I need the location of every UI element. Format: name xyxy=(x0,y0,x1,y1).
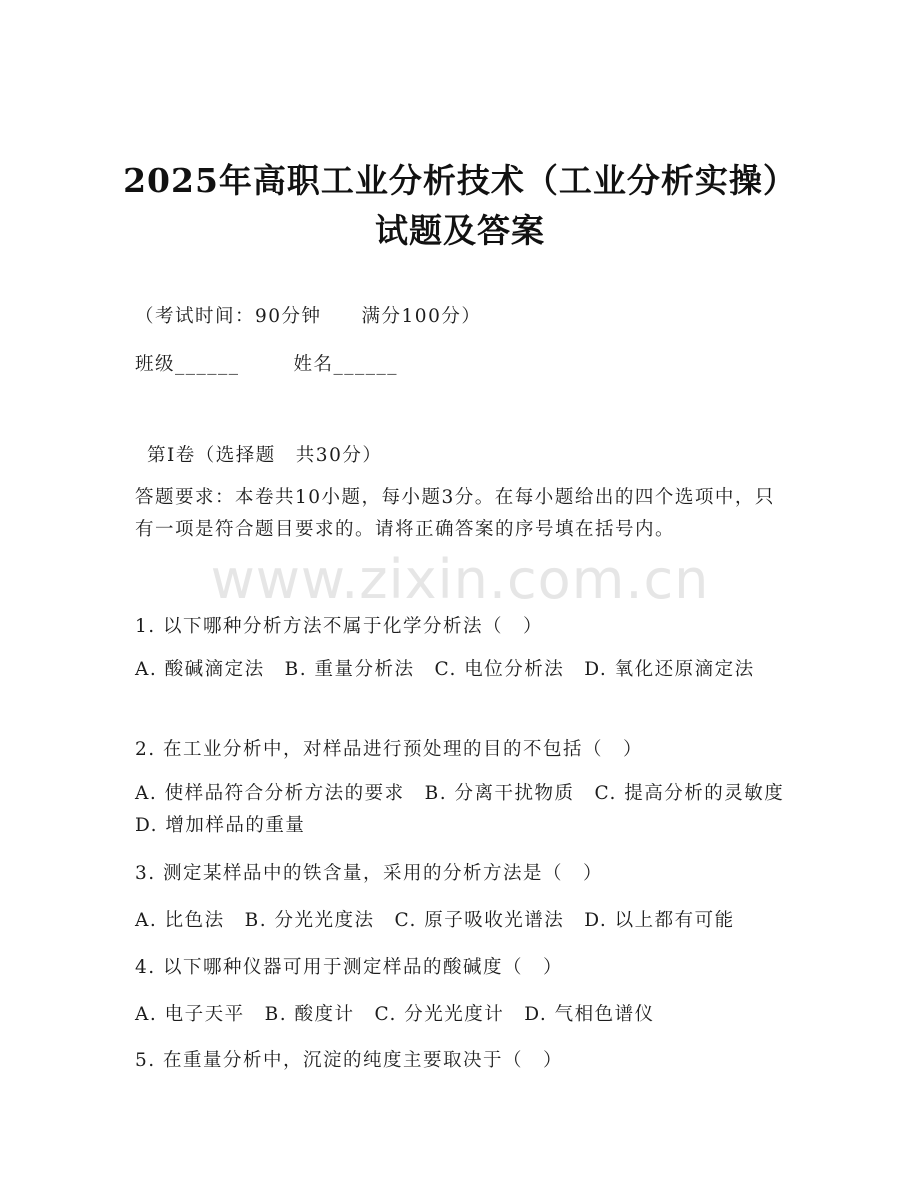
question-stem: 2. 在工业分析中，对样品进行预处理的目的不包括（ ） xyxy=(135,739,644,760)
section-heading: 第Ⅰ卷（选择题 共30分） xyxy=(147,445,383,466)
watermark: www.zixin.com.cn xyxy=(210,548,710,611)
name-field: 姓名______ xyxy=(293,354,399,375)
question-options: A. 酸碱滴定法 B. 重量分析法 C. 电位分析法 D. 氧化还原滴定法 xyxy=(135,659,755,680)
question-stem: 1. 以下哪种分析方法不属于化学分析法（ ） xyxy=(135,616,544,637)
question-stem: 4. 以下哪种仪器可用于测定样品的酸碱度（ ） xyxy=(135,957,564,978)
instructions: 答题要求：本卷共10小题，每小题3分。在每小题给出的四个选项中，只有一项是符合题目要求的。请将正确答案的序号填在括号内。 xyxy=(135,487,775,540)
student-info-row xyxy=(135,350,785,376)
question-stem: 5. 在重量分析中，沉淀的纯度主要取决于（ ） xyxy=(135,1050,564,1071)
exam-info: （考试时间：90分钟 满分100分） xyxy=(135,306,482,327)
question-options: A. 使样品符合分析方法的要求 B. 分离干扰物质 C. 提高分析的灵敏度 D. 增加样品的重量 xyxy=(135,783,805,836)
question-options: A. 比色法 B. 分光光度法 C. 原子吸收光谱法 D. 以上都有可能 xyxy=(135,910,735,931)
question-options: A. 电子天平 B. 酸度计 C. 分光光度计 D. 气相色谱仪 xyxy=(135,1004,655,1025)
question-stem: 3. 测定某样品中的铁含量，采用的分析方法是（ ） xyxy=(135,863,604,884)
document-title: 2025年高职工业分析技术（工业分析实操） xyxy=(123,161,797,200)
document-subtitle: 试题及答案 xyxy=(375,211,545,250)
class-field: 班级______ xyxy=(135,354,240,375)
